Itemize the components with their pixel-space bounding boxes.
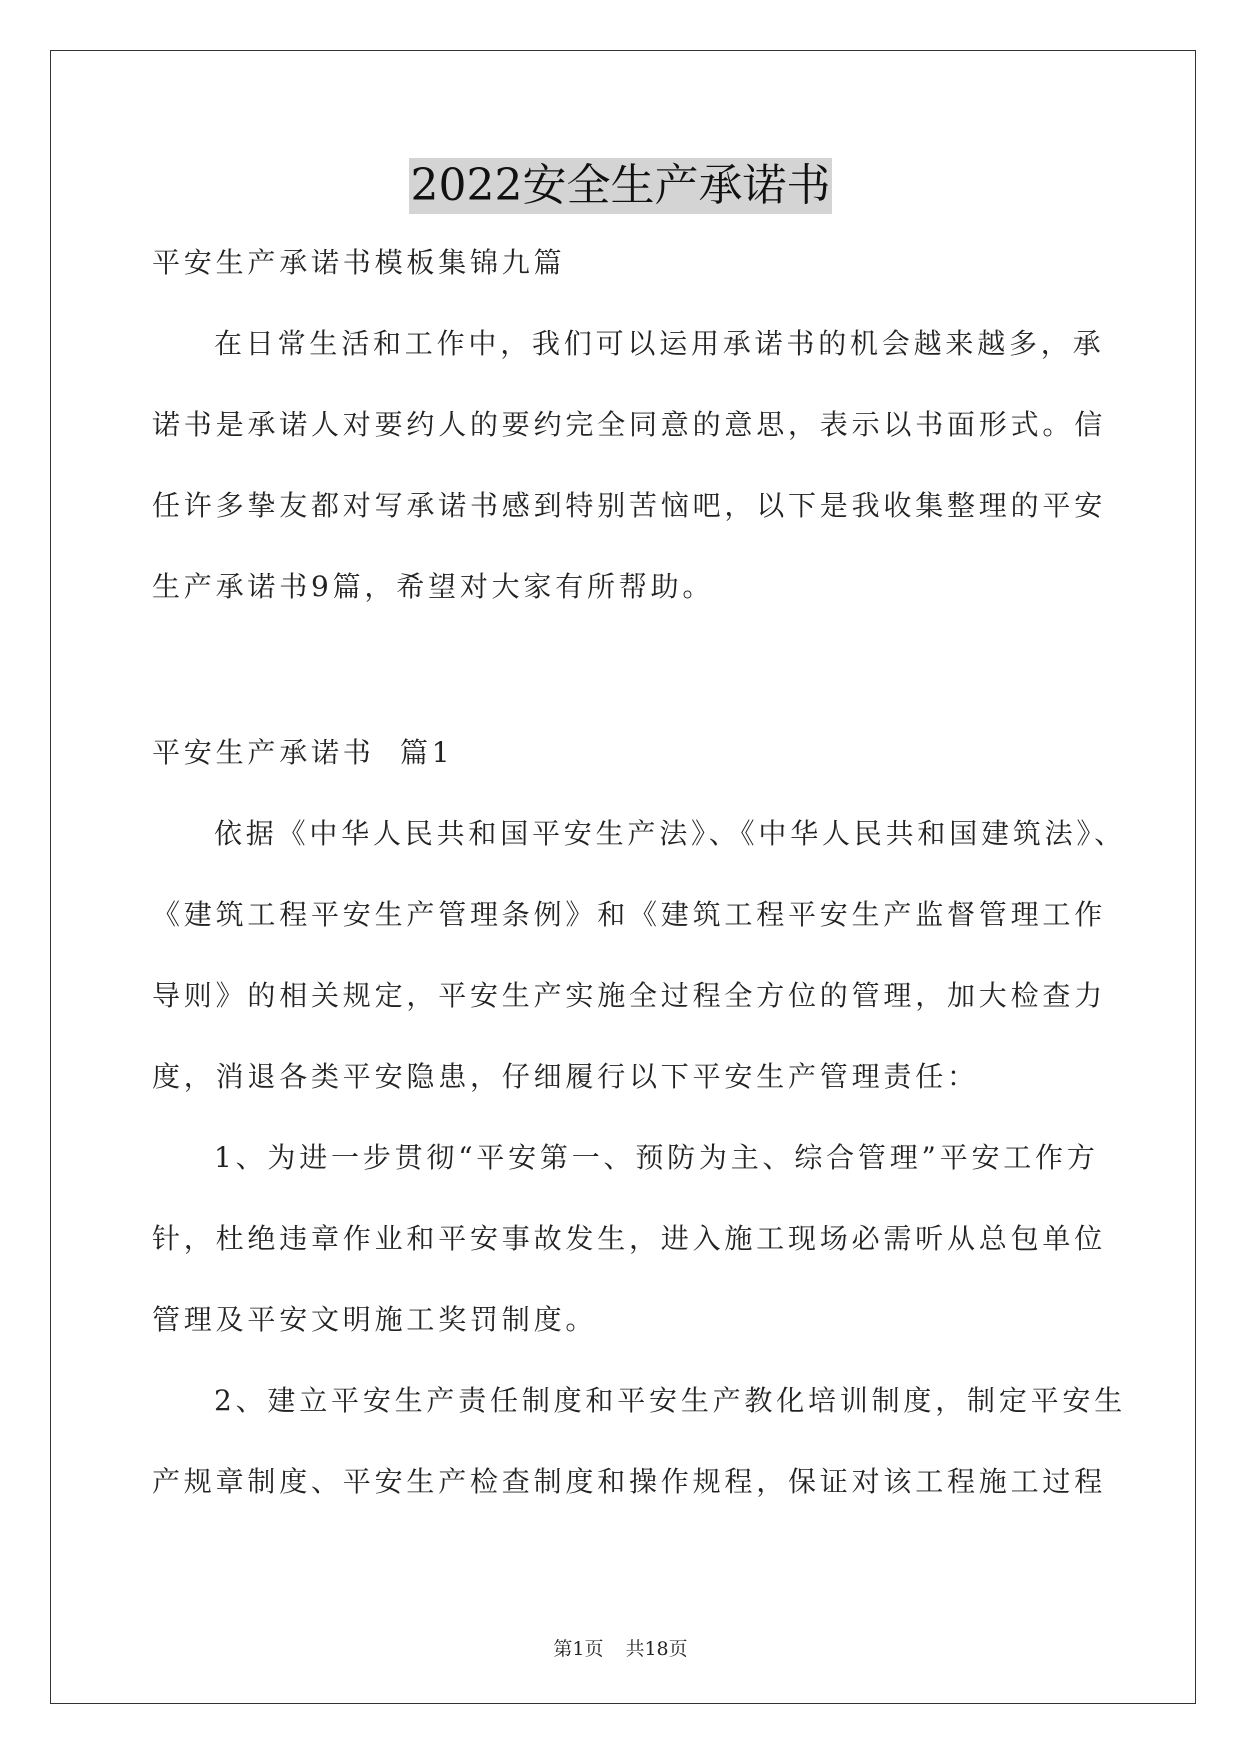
page-number: 第1页 [553, 1638, 604, 1660]
document-body [152, 240, 1127, 1540]
paragraph-line: 产规章制度、平安生产检查制度和操作规程，保证对该工程施工过程 [152, 1465, 1107, 1498]
paragraph-line: 导则》的相关规定，平安生产实施全过程全方位的管理，加大检查力 [152, 979, 1107, 1012]
paragraph-line: 1、为进一步贯彻“平安第一、预防为主、综合管理”平安工作方 [214, 1141, 1099, 1174]
document-subtitle: 平安生产承诺书模板集锦九篇 [152, 246, 566, 279]
paragraph-line: 《建筑工程平安生产管理条例》和《建筑工程平安生产监督管理工作 [152, 898, 1107, 931]
paragraph-line: 度，消退各类平安隐患，仔细履行以下平安生产管理责任： [152, 1060, 979, 1093]
paragraph-line: 2、建立平安生产责任制度和平安生产教化培训制度，制定平安生 [214, 1384, 1127, 1417]
paragraph-line: 管理及平安文明施工奖罚制度。 [152, 1303, 598, 1336]
section-heading: 平安生产承诺书 篇1 [152, 736, 454, 769]
page-total: 共18页 [625, 1638, 688, 1660]
item-1-paragraph [152, 1135, 1107, 1378]
document-title: 2022安全生产承诺书 [409, 158, 833, 214]
item-2-paragraph [152, 1378, 1127, 1540]
paragraph-line: 诺书是承诺人对要约人的要约完全同意的意思，表示以书面形式。信 [152, 408, 1107, 441]
basis-paragraph [152, 811, 1127, 1135]
paragraph-line: 任许多挚友都对写承诺书感到特别苦恼吧，以下是我收集整理的平安 [152, 489, 1107, 522]
paragraph-line: 在日常生活和工作中，我们可以运用承诺书的机会越来越多，承 [214, 327, 1105, 360]
intro-paragraph [152, 321, 1107, 645]
paragraph-line: 针，杜绝违章作业和平安事故发生，进入施工现场必需听从总包单位 [152, 1222, 1107, 1255]
paragraph-line: 生产承诺书9篇，希望对大家有所帮助。 [152, 570, 715, 603]
title-container [0, 158, 1241, 214]
paragraph-line: 依据《中华人民共和国平安生产法》、《中华人民共和国建筑法》、 [214, 817, 1127, 850]
spacer [152, 645, 1092, 730]
page-footer [0, 1634, 1241, 1661]
